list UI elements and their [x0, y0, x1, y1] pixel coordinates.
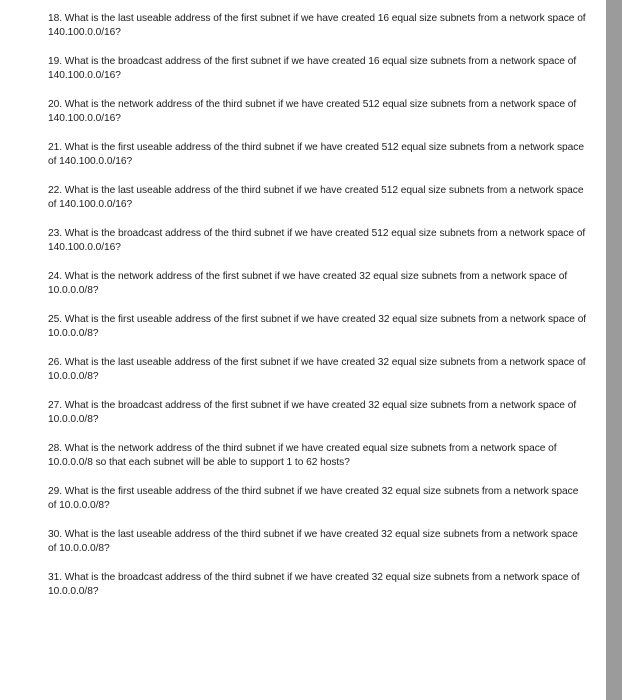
- question-27: 27. What is the broadcast address of the first subnet if we have created 32 equal size subnets from a network space of 10.0.0.0/8?: [48, 400, 577, 425]
- question-29: 29. What is the first useable address of the third subnet if we have created 32 equal size subnets from a network space of 10.0.0.0/8?: [48, 486, 579, 511]
- question-30: 30. What is the last useable address of the third subnet if we have created 32 equal size subnets from a network space of 10.0.0.0/8?: [48, 529, 578, 554]
- question-18: 18. What is the last useable address of the first subnet if we have created 16 equal size subnets from a network space of 140.100.0.0/16?: [48, 13, 586, 38]
- question-31: 31. What is the broadcast address of the third subnet if we have created 32 equal size subnets from a network space of 10.0.0.0/8?: [48, 572, 580, 597]
- question-26: 26. What is the last useable address of the first subnet if we have created 32 equal size subnets from a network space of 10.0.0.0/8?: [48, 357, 586, 382]
- question-25: 25. What is the first useable address of the first subnet if we have created 32 equal size subnets from a network space of 10.0.0.0/8?: [48, 314, 587, 339]
- question-28: 28. What is the network address of the third subnet if we have created equal size subnets from a network space of 10.0.0.0/8 so that each subnet will be able to support 1 to 62 hosts?: [48, 443, 557, 468]
- question-list: [48, 12, 588, 614]
- question-20: 20. What is the network address of the third subnet if we have created 512 equal size subnets from a network space of 140.100.0.0/16?: [48, 99, 577, 124]
- question-22: 22. What is the last useable address of the third subnet if we have created 512 equal size subnets from a network space of 140.100.0.0/16?: [48, 185, 584, 210]
- question-21: 21. What is the first useable address of the third subnet if we have created 512 equal size subnets from a network space of 140.100.0.0/16?: [48, 142, 584, 167]
- viewer-gutter: [606, 0, 622, 700]
- question-24: 24. What is the network address of the first subnet if we have created 32 equal size subnets from a network space of 10.0.0.0/8?: [48, 271, 568, 296]
- question-23: 23. What is the broadcast address of the third subnet if we have created 512 equal size subnets from a network space of 140.100.0.0/16?: [48, 228, 586, 253]
- question-19: 19. What is the broadcast address of the first subnet if we have created 16 equal size subnets from a network space of 140.100.0.0/16?: [48, 56, 577, 81]
